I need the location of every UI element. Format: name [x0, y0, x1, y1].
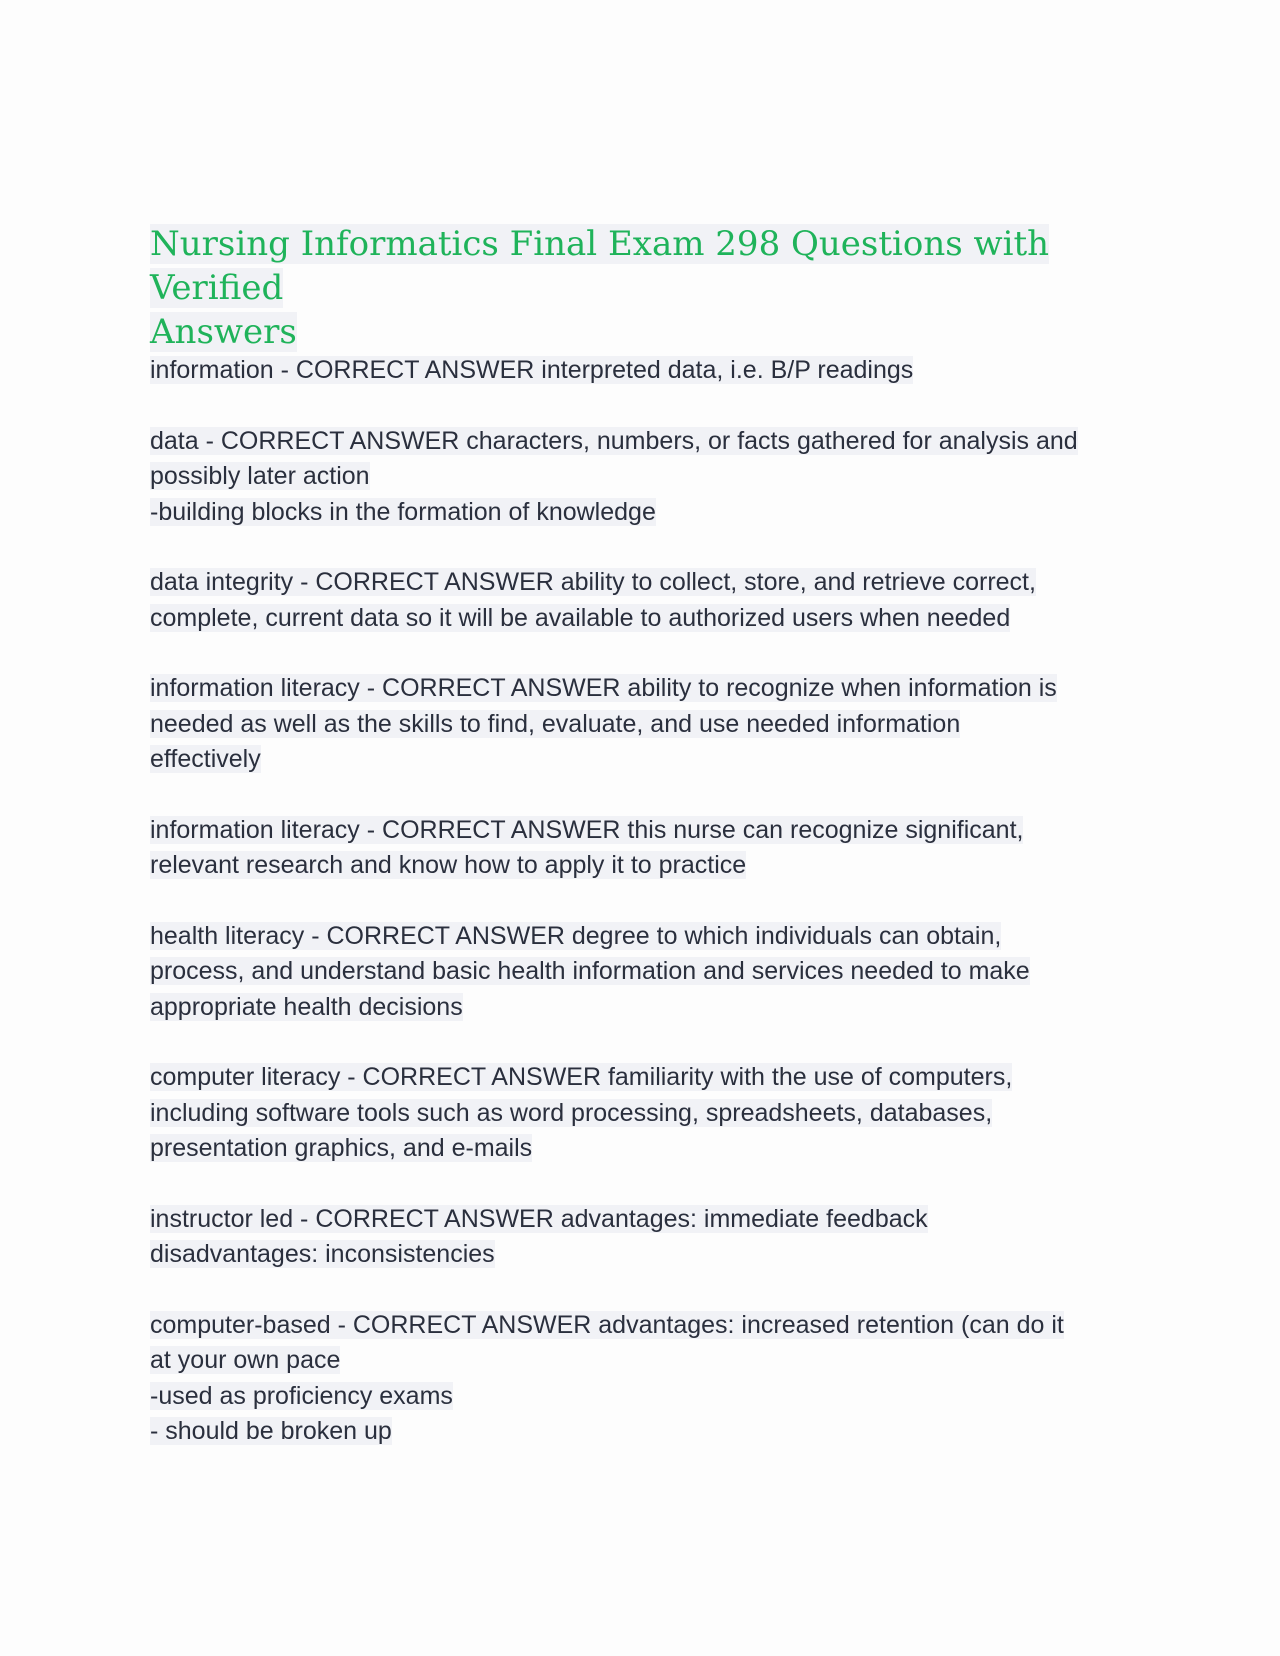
title-line: Nursing Informatics Final Exam 298 Questions with Verified: [150, 224, 1050, 308]
qa-list: [150, 353, 1130, 1485]
qa-line: process, and understand basic health information and services needed to make: [150, 957, 1030, 985]
qa-line: -used as proficiency exams: [150, 1381, 453, 1410]
qa-entry: [150, 1060, 1130, 1167]
qa-line: needed as well as the skills to find, evaluate, and use needed information: [150, 709, 961, 738]
qa-entry: [150, 565, 1130, 636]
qa-line: presentation graphics, and e-mails: [150, 1134, 533, 1162]
qa-line: complete, current data so it will be available to authorized users when needed: [150, 603, 1011, 632]
qa-entry: [150, 813, 1130, 884]
qa-line: - should be broken up: [150, 1417, 392, 1445]
qa-line: information - CORRECT ANSWER interpreted data, i.e. B/P readings: [150, 356, 914, 384]
qa-entry: [150, 919, 1130, 1026]
qa-line: appropriate health decisions: [150, 992, 463, 1021]
qa-line: relevant research and know how to apply it to practice: [150, 851, 747, 879]
qa-entry: [150, 671, 1130, 778]
qa-line: including software tools such as word processing, spreadsheets, databases,: [150, 1098, 993, 1127]
qa-line: data integrity - CORRECT ANSWER ability to collect, store, and retrieve correct,: [150, 568, 1036, 596]
qa-line: at your own pace: [150, 1346, 341, 1374]
qa-line: -building blocks in the formation of knowledge: [150, 497, 656, 526]
title-line: Answers: [150, 312, 297, 352]
qa-line: disadvantages: inconsistencies: [150, 1240, 495, 1268]
qa-line: possibly later action: [150, 462, 370, 490]
qa-entry: [150, 1308, 1130, 1450]
qa-line: effectively: [150, 745, 261, 773]
qa-line: information literacy - CORRECT ANSWER ability to recognize when information is: [150, 674, 1057, 702]
qa-entry: [150, 1202, 1130, 1273]
qa-line: instructor led - CORRECT ANSWER advantages: immediate feedback: [150, 1204, 928, 1233]
document-title: [150, 222, 1130, 354]
qa-line: computer-based - CORRECT ANSWER advantages: increased retention (can do it: [150, 1310, 1064, 1339]
qa-entry: [150, 424, 1130, 531]
qa-line: computer literacy - CORRECT ANSWER familiarity with the use of computers,: [150, 1063, 1013, 1091]
qa-line: data - CORRECT ANSWER characters, numbers, or facts gathered for analysis and: [150, 426, 1078, 455]
qa-line: health literacy - CORRECT ANSWER degree to which individuals can obtain,: [150, 921, 1002, 950]
qa-entry: [150, 353, 1130, 389]
qa-line: information literacy - CORRECT ANSWER this nurse can recognize significant,: [150, 815, 1024, 844]
